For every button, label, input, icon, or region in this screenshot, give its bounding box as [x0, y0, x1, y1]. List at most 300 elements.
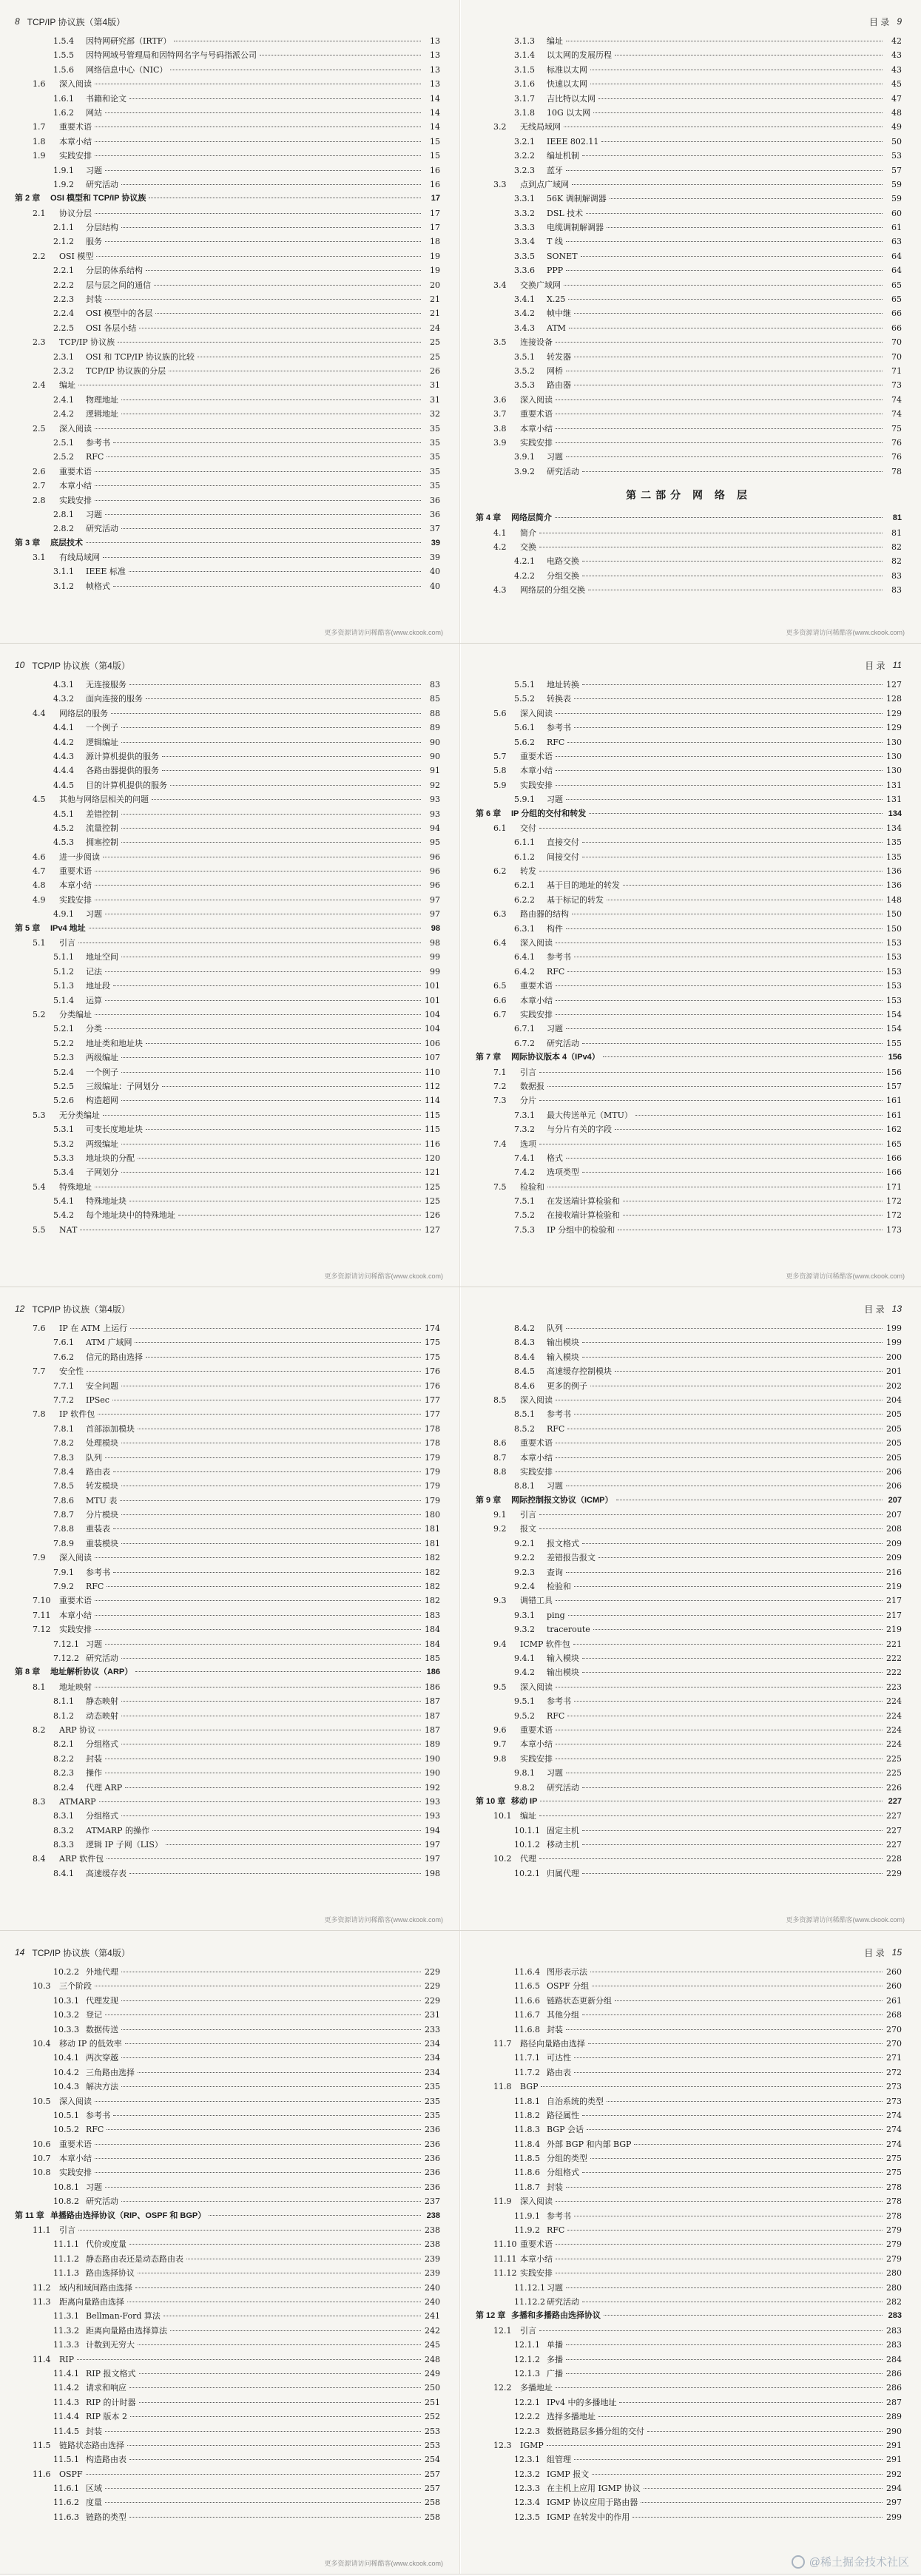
toc-entry[interactable]: [15, 2037, 440, 2051]
toc-entry[interactable]: [476, 1979, 902, 1993]
toc-entry[interactable]: [15, 1036, 440, 1051]
toc-entry[interactable]: [476, 569, 902, 583]
toc-entry[interactable]: [476, 1151, 902, 1165]
toc-entry[interactable]: [476, 893, 902, 907]
toc-entry[interactable]: [15, 2495, 440, 2509]
toc-entry[interactable]: [15, 536, 440, 550]
toc-entry[interactable]: [476, 1608, 902, 1622]
toc-entry[interactable]: [476, 721, 902, 735]
toc-entry[interactable]: [476, 178, 902, 192]
toc-entry[interactable]: [476, 1680, 902, 1694]
toc-entry[interactable]: [15, 1180, 440, 1194]
toc-entry[interactable]: [15, 2223, 440, 2237]
toc-entry[interactable]: [476, 540, 902, 554]
toc-entry[interactable]: [476, 120, 902, 134]
toc-entry[interactable]: [476, 1321, 902, 1335]
toc-entry[interactable]: [476, 2023, 902, 2037]
toc-entry[interactable]: [15, 106, 440, 120]
toc-entry[interactable]: [476, 1208, 902, 1222]
toc-entry[interactable]: [15, 2295, 440, 2309]
toc-entry[interactable]: [15, 1680, 440, 1694]
toc-entry[interactable]: [476, 1824, 902, 1838]
toc-entry[interactable]: [476, 2180, 902, 2194]
toc-entry[interactable]: [476, 1122, 902, 1136]
toc-entry[interactable]: [476, 163, 902, 178]
toc-entry[interactable]: [476, 278, 902, 292]
toc-entry[interactable]: [15, 436, 440, 450]
toc-entry[interactable]: [15, 850, 440, 864]
toc-entry[interactable]: [15, 493, 440, 508]
toc-entry[interactable]: [15, 63, 440, 77]
toc-entry[interactable]: [15, 450, 440, 464]
toc-entry[interactable]: [15, 1479, 440, 1493]
toc-entry[interactable]: [15, 2510, 440, 2524]
part-heading[interactable]: 第二部分 网 络 层: [626, 489, 752, 502]
toc-entry[interactable]: [15, 1565, 440, 1579]
toc-entry[interactable]: [476, 922, 902, 936]
toc-entry[interactable]: [15, 1093, 440, 1107]
toc-entry[interactable]: [476, 950, 902, 964]
toc-entry[interactable]: [476, 1737, 902, 1751]
toc-entry[interactable]: [476, 335, 902, 349]
toc-entry[interactable]: [15, 393, 440, 407]
toc-entry[interactable]: [476, 1364, 902, 1378]
toc-entry[interactable]: [15, 579, 440, 593]
toc-entry[interactable]: [15, 1137, 440, 1151]
toc-entry[interactable]: [476, 92, 902, 106]
toc-entry[interactable]: [15, 893, 440, 907]
toc-entry[interactable]: [15, 550, 440, 564]
toc-entry[interactable]: [476, 2237, 902, 2251]
toc-entry[interactable]: [15, 1065, 440, 1079]
toc-entry[interactable]: [476, 1565, 902, 1579]
toc-entry[interactable]: [476, 2367, 902, 2381]
toc-entry[interactable]: [15, 1393, 440, 1407]
toc-entry[interactable]: [15, 1795, 440, 1809]
toc-entry[interactable]: [15, 2165, 440, 2179]
toc-entry[interactable]: [476, 1436, 902, 1450]
toc-entry[interactable]: [476, 2108, 902, 2122]
toc-entry[interactable]: [476, 1108, 902, 1122]
toc-entry[interactable]: [15, 1579, 440, 1594]
toc-entry[interactable]: [15, 1208, 440, 1222]
toc-entry[interactable]: [15, 2137, 440, 2151]
toc-entry[interactable]: [15, 1451, 440, 1465]
toc-entry[interactable]: [15, 2108, 440, 2122]
toc-entry[interactable]: [15, 522, 440, 536]
toc-entry[interactable]: [476, 907, 902, 921]
toc-entry[interactable]: [476, 1379, 902, 1393]
toc-entry[interactable]: [15, 135, 440, 149]
toc-entry[interactable]: [476, 34, 902, 48]
toc-entry[interactable]: [15, 1637, 440, 1651]
toc-entry[interactable]: [15, 364, 440, 378]
toc-entry[interactable]: [476, 1522, 902, 1536]
toc-entry[interactable]: [15, 735, 440, 749]
toc-entry[interactable]: [15, 907, 440, 921]
toc-entry[interactable]: [15, 1766, 440, 1780]
toc-entry[interactable]: [476, 1036, 902, 1051]
toc-entry[interactable]: [476, 2037, 902, 2051]
toc-entry[interactable]: [476, 1494, 902, 1508]
toc-entry[interactable]: [15, 120, 440, 134]
toc-entry[interactable]: [476, 436, 902, 450]
toc-entry[interactable]: [15, 1694, 440, 1708]
toc-entry[interactable]: [15, 922, 440, 936]
toc-entry[interactable]: [476, 2137, 902, 2151]
toc-entry[interactable]: [15, 2367, 440, 2381]
toc-entry[interactable]: [15, 936, 440, 950]
toc-entry[interactable]: [476, 1838, 902, 1852]
toc-entry[interactable]: [15, 1594, 440, 1608]
toc-entry[interactable]: [15, 1651, 440, 1665]
toc-entry[interactable]: [15, 465, 440, 479]
toc-entry[interactable]: [476, 1537, 902, 1551]
toc-entry[interactable]: [476, 350, 902, 364]
toc-entry[interactable]: [15, 335, 440, 349]
toc-entry[interactable]: [15, 1008, 440, 1022]
toc-entry[interactable]: [15, 2209, 440, 2223]
toc-entry[interactable]: [476, 2395, 902, 2410]
toc-entry[interactable]: [476, 979, 902, 993]
toc-entry[interactable]: [15, 1494, 440, 1508]
toc-entry[interactable]: [476, 2266, 902, 2280]
toc-entry[interactable]: [15, 2066, 440, 2080]
toc-entry[interactable]: [476, 1766, 902, 1780]
toc-entry[interactable]: [476, 2495, 902, 2509]
toc-entry[interactable]: [476, 749, 902, 763]
toc-entry[interactable]: [476, 1665, 902, 1679]
toc-entry[interactable]: [476, 1508, 902, 1522]
toc-entry[interactable]: [476, 1867, 902, 1881]
toc-entry[interactable]: [476, 2008, 902, 2022]
toc-entry[interactable]: [15, 1852, 440, 1866]
toc-entry[interactable]: [476, 1093, 902, 1107]
toc-entry[interactable]: [476, 2424, 902, 2438]
toc-entry[interactable]: [476, 2281, 902, 2295]
toc-entry[interactable]: [476, 1022, 902, 1036]
toc-entry[interactable]: [476, 2194, 902, 2208]
toc-entry[interactable]: [476, 807, 902, 821]
toc-entry[interactable]: [476, 2080, 902, 2094]
toc-entry[interactable]: [15, 2237, 440, 2251]
toc-entry[interactable]: [476, 1479, 902, 1493]
toc-entry[interactable]: [15, 994, 440, 1008]
toc-entry[interactable]: [15, 564, 440, 579]
toc-entry[interactable]: [476, 864, 902, 878]
toc-entry[interactable]: [476, 2353, 902, 2367]
toc-entry[interactable]: [476, 1795, 902, 1809]
toc-entry[interactable]: [476, 2295, 902, 2309]
toc-entry[interactable]: [15, 263, 440, 277]
toc-entry[interactable]: [476, 2066, 902, 2080]
toc-entry[interactable]: [476, 2252, 902, 2266]
toc-entry[interactable]: [476, 1709, 902, 1723]
toc-entry[interactable]: [476, 792, 902, 806]
toc-entry[interactable]: [15, 1321, 440, 1335]
toc-entry[interactable]: [476, 994, 902, 1008]
toc-entry[interactable]: [15, 92, 440, 106]
toc-entry[interactable]: [476, 1051, 902, 1065]
toc-entry[interactable]: [15, 2395, 440, 2410]
toc-entry[interactable]: [15, 2180, 440, 2194]
toc-entry[interactable]: [15, 2281, 440, 2295]
toc-entry[interactable]: [15, 2080, 440, 2094]
toc-entry[interactable]: [476, 1465, 902, 1479]
toc-entry[interactable]: [476, 1994, 902, 2008]
toc-entry[interactable]: [15, 821, 440, 835]
toc-entry[interactable]: [15, 508, 440, 522]
toc-entry[interactable]: [15, 1824, 440, 1838]
toc-entry[interactable]: [476, 2094, 902, 2108]
toc-entry[interactable]: [15, 1867, 440, 1881]
toc-entry[interactable]: [15, 2094, 440, 2108]
toc-entry[interactable]: [476, 135, 902, 149]
toc-entry[interactable]: [15, 2194, 440, 2208]
toc-entry[interactable]: [476, 835, 902, 849]
toc-entry[interactable]: [476, 2510, 902, 2524]
toc-entry[interactable]: [476, 1551, 902, 1565]
toc-entry[interactable]: [15, 2008, 440, 2022]
toc-entry[interactable]: [476, 422, 902, 436]
toc-entry[interactable]: [476, 1422, 902, 1436]
toc-entry[interactable]: [476, 1637, 902, 1651]
toc-entry[interactable]: [15, 1079, 440, 1093]
toc-entry[interactable]: [15, 1407, 440, 1421]
toc-entry[interactable]: [476, 2467, 902, 2481]
toc-entry[interactable]: [15, 1022, 440, 1036]
toc-entry[interactable]: [15, 1979, 440, 1993]
toc-entry[interactable]: [476, 2309, 902, 2323]
toc-entry[interactable]: [476, 1335, 902, 1349]
toc-entry[interactable]: [476, 583, 902, 597]
toc-entry[interactable]: [15, 1838, 440, 1852]
toc-entry[interactable]: [476, 511, 902, 525]
toc-entry[interactable]: [476, 106, 902, 120]
toc-entry[interactable]: [15, 1465, 440, 1479]
toc-entry[interactable]: [15, 1965, 440, 1979]
toc-entry[interactable]: [15, 792, 440, 806]
toc-entry[interactable]: [476, 393, 902, 407]
toc-entry[interactable]: [15, 1994, 440, 2008]
toc-entry[interactable]: [476, 735, 902, 749]
toc-entry[interactable]: [476, 763, 902, 778]
toc-entry[interactable]: [15, 407, 440, 421]
toc-entry[interactable]: [15, 1723, 440, 1737]
toc-entry[interactable]: [476, 450, 902, 464]
toc-entry[interactable]: [476, 1723, 902, 1737]
toc-entry[interactable]: [15, 1781, 440, 1795]
toc-entry[interactable]: [476, 1194, 902, 1208]
toc-entry[interactable]: [476, 1180, 902, 1194]
toc-entry[interactable]: [476, 2438, 902, 2452]
toc-entry[interactable]: [15, 2381, 440, 2395]
toc-entry[interactable]: [15, 1364, 440, 1378]
toc-entry[interactable]: [476, 321, 902, 335]
toc-entry[interactable]: [15, 1122, 440, 1136]
toc-entry[interactable]: [476, 2481, 902, 2495]
toc-entry[interactable]: [476, 1781, 902, 1795]
toc-entry[interactable]: [476, 378, 902, 392]
toc-entry[interactable]: [476, 77, 902, 91]
toc-entry[interactable]: [476, 1579, 902, 1594]
toc-entry[interactable]: [476, 63, 902, 77]
toc-entry[interactable]: [476, 220, 902, 235]
toc-entry[interactable]: [15, 1436, 440, 1450]
toc-entry[interactable]: [15, 1752, 440, 1766]
toc-entry[interactable]: [476, 2151, 902, 2165]
toc-entry[interactable]: [15, 778, 440, 792]
toc-entry[interactable]: [15, 235, 440, 249]
toc-entry[interactable]: [15, 178, 440, 192]
toc-entry[interactable]: [476, 1965, 902, 1979]
toc-entry[interactable]: [15, 292, 440, 306]
toc-entry[interactable]: [476, 1165, 902, 1179]
toc-entry[interactable]: [15, 1108, 440, 1122]
toc-entry[interactable]: [15, 2452, 440, 2467]
toc-entry[interactable]: [15, 2438, 440, 2452]
toc-entry[interactable]: [15, 1194, 440, 1208]
toc-entry[interactable]: [15, 2051, 440, 2065]
toc-entry[interactable]: [476, 1622, 902, 1636]
toc-entry[interactable]: [476, 2324, 902, 2338]
toc-entry[interactable]: [476, 1809, 902, 1823]
toc-entry[interactable]: [476, 364, 902, 378]
toc-entry[interactable]: [476, 778, 902, 792]
toc-entry[interactable]: [476, 1350, 902, 1364]
toc-entry[interactable]: [15, 749, 440, 763]
toc-entry[interactable]: [15, 2023, 440, 2037]
toc-entry[interactable]: [15, 1665, 440, 1679]
toc-entry[interactable]: [476, 1008, 902, 1022]
toc-entry[interactable]: [15, 34, 440, 48]
toc-entry[interactable]: [15, 206, 440, 220]
toc-entry[interactable]: [476, 465, 902, 479]
toc-entry[interactable]: [476, 263, 902, 277]
toc-entry[interactable]: [15, 1350, 440, 1364]
toc-entry[interactable]: [476, 306, 902, 320]
toc-entry[interactable]: [476, 850, 902, 864]
toc-entry[interactable]: [15, 48, 440, 62]
toc-entry[interactable]: [476, 1752, 902, 1766]
toc-entry[interactable]: [15, 1508, 440, 1522]
toc-entry[interactable]: [476, 292, 902, 306]
toc-entry[interactable]: [15, 2151, 440, 2165]
toc-entry[interactable]: [15, 2410, 440, 2424]
toc-entry[interactable]: [15, 2424, 440, 2438]
toc-entry[interactable]: [476, 692, 902, 706]
toc-entry[interactable]: [15, 1051, 440, 1065]
toc-entry[interactable]: [476, 965, 902, 979]
toc-entry[interactable]: [15, 2467, 440, 2481]
toc-entry[interactable]: [15, 2481, 440, 2495]
toc-entry[interactable]: [15, 1809, 440, 1823]
toc-entry[interactable]: [15, 1335, 440, 1349]
toc-entry[interactable]: [476, 1694, 902, 1708]
toc-entry[interactable]: [15, 2324, 440, 2338]
toc-entry[interactable]: [476, 2338, 902, 2352]
toc-entry[interactable]: [476, 48, 902, 62]
toc-entry[interactable]: [15, 479, 440, 493]
toc-entry[interactable]: [15, 950, 440, 964]
toc-entry[interactable]: [476, 2051, 902, 2065]
toc-entry[interactable]: [15, 2266, 440, 2280]
toc-entry[interactable]: [476, 2223, 902, 2237]
toc-entry[interactable]: [15, 1522, 440, 1536]
toc-entry[interactable]: [476, 936, 902, 950]
toc-entry[interactable]: [15, 1223, 440, 1237]
toc-entry[interactable]: [15, 979, 440, 993]
toc-entry[interactable]: [15, 807, 440, 821]
toc-entry[interactable]: [476, 1079, 902, 1093]
toc-entry[interactable]: [15, 965, 440, 979]
toc-entry[interactable]: [15, 2252, 440, 2266]
toc-entry[interactable]: [476, 1393, 902, 1407]
toc-entry[interactable]: [476, 2122, 902, 2137]
toc-entry[interactable]: [15, 1709, 440, 1723]
toc-entry[interactable]: [476, 206, 902, 220]
toc-entry[interactable]: [15, 878, 440, 892]
toc-entry[interactable]: [15, 2338, 440, 2352]
toc-entry[interactable]: [476, 1065, 902, 1079]
toc-entry[interactable]: [15, 1422, 440, 1436]
toc-entry[interactable]: [476, 554, 902, 568]
toc-entry[interactable]: [476, 407, 902, 421]
toc-entry[interactable]: [15, 1737, 440, 1751]
toc-entry[interactable]: [476, 1451, 902, 1465]
toc-entry[interactable]: [15, 249, 440, 263]
toc-entry[interactable]: [476, 1651, 902, 1665]
toc-entry[interactable]: [476, 249, 902, 263]
toc-entry[interactable]: [476, 1852, 902, 1866]
toc-entry[interactable]: [15, 422, 440, 436]
toc-entry[interactable]: [15, 2353, 440, 2367]
toc-entry[interactable]: [15, 835, 440, 849]
toc-entry[interactable]: [476, 1223, 902, 1237]
toc-entry[interactable]: [476, 2381, 902, 2395]
toc-entry[interactable]: [15, 1379, 440, 1393]
toc-entry[interactable]: [476, 1407, 902, 1421]
toc-entry[interactable]: [476, 1137, 902, 1151]
toc-entry[interactable]: [476, 149, 902, 163]
toc-entry[interactable]: [476, 2165, 902, 2179]
toc-entry[interactable]: [15, 278, 440, 292]
toc-entry[interactable]: [15, 707, 440, 721]
toc-entry[interactable]: [15, 1151, 440, 1165]
toc-entry[interactable]: [15, 350, 440, 364]
toc-entry[interactable]: [15, 1622, 440, 1636]
toc-entry[interactable]: [15, 864, 440, 878]
toc-entry[interactable]: [476, 192, 902, 206]
toc-entry[interactable]: [15, 763, 440, 778]
toc-entry[interactable]: [15, 306, 440, 320]
toc-entry[interactable]: [476, 821, 902, 835]
toc-entry[interactable]: [476, 1594, 902, 1608]
toc-entry[interactable]: [15, 678, 440, 692]
toc-entry[interactable]: [15, 721, 440, 735]
toc-entry[interactable]: [476, 2209, 902, 2223]
toc-entry[interactable]: [15, 1165, 440, 1179]
toc-entry[interactable]: [15, 163, 440, 178]
toc-entry[interactable]: [15, 149, 440, 163]
toc-entry[interactable]: [476, 526, 902, 540]
toc-entry[interactable]: [476, 2410, 902, 2424]
toc-entry[interactable]: [15, 2309, 440, 2323]
toc-entry[interactable]: [15, 192, 440, 206]
toc-entry[interactable]: [15, 1551, 440, 1565]
toc-entry[interactable]: [15, 1608, 440, 1622]
toc-entry[interactable]: [476, 235, 902, 249]
